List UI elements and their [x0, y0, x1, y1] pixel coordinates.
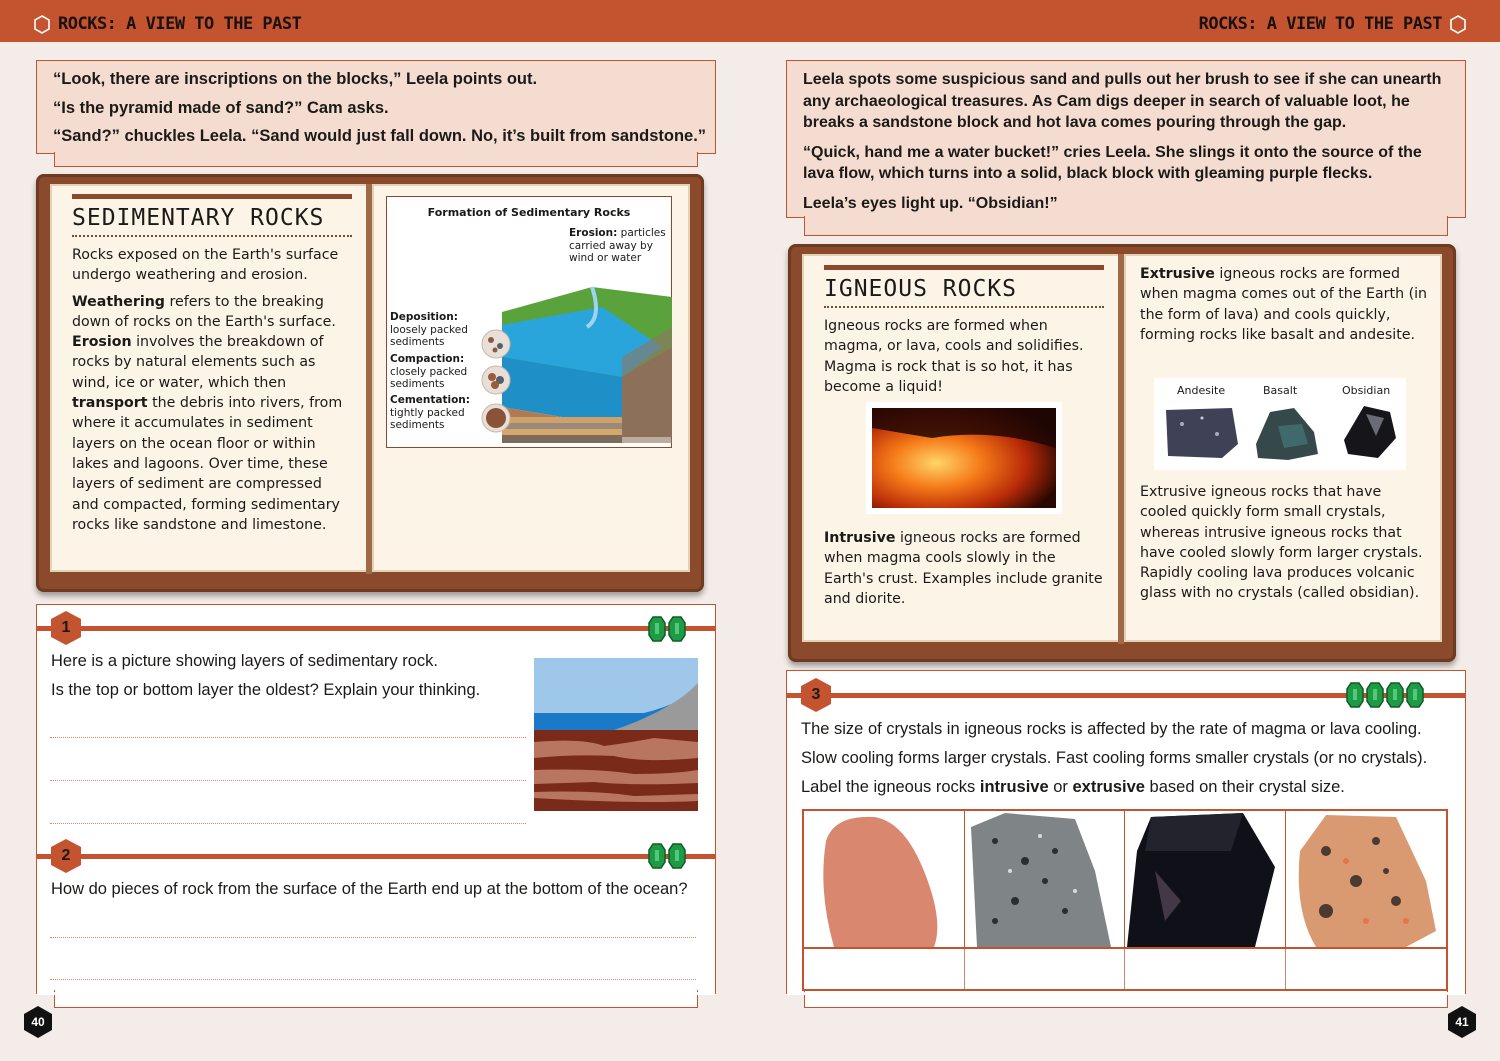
emerald-icon — [1386, 682, 1404, 708]
section-title: SEDIMENTARY ROCKS — [72, 205, 325, 231]
section-title: IGNEOUS ROCKS — [824, 276, 1018, 302]
question-number: 1 — [61, 619, 71, 636]
question-2-text: How do pieces of rock from the surface of the Earth end up at the bottom of the ocean? — [51, 880, 688, 898]
story-paragraph: “Quick, hand me a water bucket!” cries Leela. She slings it onto the source of the lava flow, which turns into a solid, black block with gleaming purple flecks. — [803, 143, 1422, 182]
lava-flow-photo — [872, 408, 1056, 508]
emerald-icon — [1346, 682, 1364, 708]
answer-line[interactable] — [50, 737, 526, 738]
chapter-title-text: ROCKS: A VIEW TO THE PAST — [58, 14, 302, 34]
story-paragraph: Leela spots some suspicious sand and pulls out her brush to see if she can unearth any archaeological treasures. As Cam digs deeper in search of valuable loot, he breaks a sandstone block and hot lava comes pouring through the gap. — [803, 71, 1442, 131]
question-2-bar — [36, 854, 716, 859]
weathering-paragraph: Weathering refers to the breaking down of rocks on the Earth's surface. Erosion involves the breakdown of rocks by natural elements such as wind, ice or water, which then transport the debris into rivers, from where it accumulates in sediment layers on the ocean floor or within lakes and lagoons. Over time, these layers of sediment are compressed and compacted, forming sedimentary rocks like sandstone and limestone. — [72, 293, 343, 533]
extrusive-paragraph: Extrusive igneous rocks are formed when magma comes out of the Earth (in the form of lava) and cools quickly, forming rocks like basalt and andesite. — [1140, 266, 1428, 343]
compaction-label: Compaction: closely packed sediments — [390, 353, 468, 390]
story-paragraph: Leela’s eyes light up. “Obsidian!” — [803, 194, 1058, 212]
rock-sample-label: Basalt — [1263, 384, 1298, 397]
info-book — [788, 244, 1456, 662]
chapter-title-right — [1199, 14, 1466, 34]
right-page — [750, 0, 1500, 1061]
rock-sample-label: Obsidian — [1342, 384, 1391, 397]
difficulty-gems — [648, 843, 686, 869]
igneous-intro: Igneous rocks are formed when magma, or lava, cools and solidifies. Magma is rock that is so hot, it has become a liquid! — [824, 318, 1084, 395]
panel-join — [37, 992, 715, 995]
question-number: 2 — [61, 847, 71, 864]
book-spine — [1118, 254, 1124, 644]
question-number: 3 — [811, 686, 821, 703]
erosion-label: Erosion: particles carried away by wind or water — [569, 227, 666, 264]
rock-image-cell — [1125, 811, 1286, 949]
black-glassy-rock-image — [1125, 811, 1285, 947]
story-box-tab — [54, 152, 698, 167]
story-line: “Look, there are inscriptions on the blocks,” Leela points out. — [53, 70, 538, 88]
chapter-title-left — [34, 14, 301, 34]
answer-line[interactable] — [50, 780, 526, 781]
intro-paragraph: Rocks exposed on the Earth's surface undergo weathering and erosion. — [72, 247, 339, 284]
sedimentary-layers-picture — [534, 658, 698, 811]
rock-labeling-table — [802, 809, 1448, 991]
emerald-icon — [648, 843, 666, 869]
question-1-bar — [36, 626, 716, 631]
sedimentary-section — [72, 194, 352, 541]
hexagon-icon — [34, 15, 50, 34]
emerald-icon — [668, 843, 686, 869]
deposition-label: Deposition: loosely packed sediments — [390, 311, 468, 348]
chapter-title-text: ROCKS: A VIEW TO THE PAST — [1198, 14, 1442, 34]
intrusive-paragraph: Intrusive igneous rocks are formed when magma cools slowly in the Earth's crust. Examples include granite and diorite. — [824, 530, 1103, 607]
book-spine — [366, 184, 372, 574]
speckled-gray-rock-image — [965, 811, 1125, 947]
panel-join — [787, 992, 1465, 995]
rock-image-cell — [965, 811, 1126, 949]
diagram-title: Formation of Sedimentary Rocks — [427, 206, 631, 219]
pink-granite-rock-image — [1286, 811, 1446, 947]
question-1-text: Here is a picture showing layers of sedimentary rock. Is the top or bottom layer the oldest? Explain your thinking. — [51, 652, 481, 699]
page-number-badge — [23, 1005, 53, 1039]
page-number-badge — [1447, 1005, 1477, 1039]
page-number: 40 — [31, 1015, 45, 1029]
andesite-rock-image — [1162, 404, 1240, 460]
lava-photo-frame — [866, 402, 1062, 514]
dotted-divider — [824, 306, 1104, 308]
page-number: 41 — [1455, 1015, 1469, 1029]
emerald-icon — [1366, 682, 1384, 708]
rock-sample-label: Andesite — [1177, 384, 1226, 397]
extrusive-rock-samples — [1154, 378, 1406, 470]
difficulty-gems — [648, 616, 686, 642]
question-3-text: The size of crystals in igneous rocks is affected by the rate of magma or lava cooling. Slow cooling forms larger crystals. Fast cooling forms smaller crystals (or no crystals). Label the igneous rocks intrusive or extrusive based on their crystal size. — [801, 720, 1428, 796]
story-line: “Sand?” chuckles Leela. “Sand would just fall down. No, it’s built from sandstone.” — [53, 127, 707, 145]
crystal-summary: Extrusive igneous rocks that have cooled quickly form small crystals, whereas intrusive igneous rocks that have cooled slowly form larger crystals. Rapidly cooling lava produces volcanic glass with no crystals (called obsidian). — [1140, 484, 1423, 602]
rock-label-input[interactable] — [1286, 949, 1447, 989]
answer-line[interactable] — [50, 979, 696, 980]
section-body — [72, 245, 352, 535]
story-box-tab — [804, 216, 1448, 236]
cementation-label: Cementation: tightly packed sediments — [390, 394, 470, 431]
rock-image-cell — [1286, 811, 1447, 949]
rock-label-input[interactable] — [1125, 949, 1286, 989]
rock-label-input[interactable] — [965, 949, 1126, 989]
section-rule — [824, 265, 1104, 270]
cementation-sediment-icon — [481, 403, 511, 433]
emerald-icon — [1406, 682, 1424, 708]
obsidian-rock-image — [1334, 400, 1400, 462]
basalt-rock-image — [1248, 404, 1322, 462]
emerald-icon — [668, 616, 686, 642]
rock-image-cell — [804, 811, 965, 949]
igneous-section — [824, 265, 1104, 397]
difficulty-gems — [1346, 682, 1424, 708]
answer-line[interactable] — [50, 937, 696, 938]
compaction-sediment-icon — [481, 365, 511, 395]
info-book — [36, 174, 704, 592]
dotted-divider — [72, 235, 352, 237]
deposition-sediment-icon — [481, 329, 511, 359]
sedimentary-formation-diagram — [386, 196, 672, 448]
hexagon-icon — [1450, 15, 1466, 34]
pink-rock-image — [804, 811, 964, 947]
emerald-icon — [648, 616, 666, 642]
story-box — [786, 60, 1466, 218]
story-line: “Is the pyramid made of sand?” Cam asks. — [53, 98, 389, 117]
story-box — [36, 60, 716, 154]
answer-line[interactable] — [50, 823, 526, 824]
section-rule — [72, 194, 352, 199]
rock-label-input[interactable] — [804, 949, 965, 989]
